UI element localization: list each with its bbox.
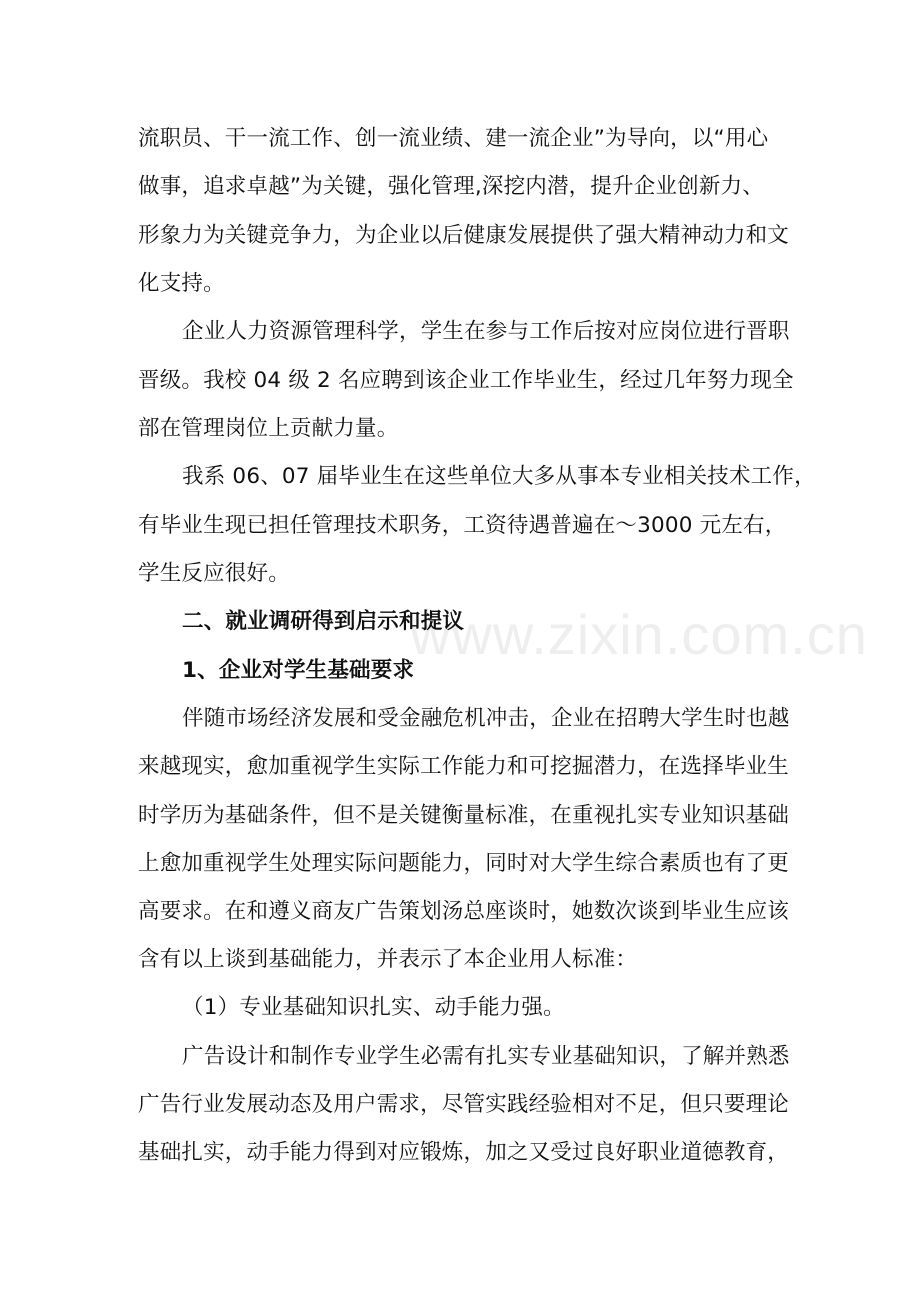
text-line: 来越现实，愈加重视学生实际工作能力和可挖掘潜力，在选择毕业生 xyxy=(138,754,790,779)
text-line: 有毕业生现已担任管理技术职务，工资待遇普遍在～3000 元左右， xyxy=(138,513,787,538)
text-line: 部在管理岗位上贡献力量。 xyxy=(138,416,399,441)
text-line: 学生反应很好。 xyxy=(138,561,290,586)
paragraph-start: 企业人力资源管理科学，学生在参与工作后按对应岗位进行晋职 xyxy=(182,319,790,344)
watermark: www.zixin.com.cn xyxy=(410,603,868,666)
paragraph-start: 我系 06、07 届毕业生在这些单位大多从事本专业相关技术工作， xyxy=(182,464,816,489)
text-line: 上愈加重视学生处理实际问题能力，同时对大学生综合素质也有了更 xyxy=(138,851,790,876)
text-line: 流职员、干一流工作、创一流业绩、建一流企业”为导向，以“用心 xyxy=(138,126,769,151)
text-line: 化支持。 xyxy=(138,271,225,296)
paragraph-start: 广告设计和制作专业学生必需有扎实专业基础知识，了解并熟悉 xyxy=(182,1044,790,1069)
text-line: 时学历为基础条件，但不是关键衡量标准，在重视扎实专业知识基础 xyxy=(138,803,790,828)
text-line: 高要求。在和遵义商友广告策划汤总座谈时，她数次谈到毕业生应该 xyxy=(138,899,790,924)
list-item-heading: （1）专业基础知识扎实、动手能力强。 xyxy=(182,995,565,1020)
text-line: 基础扎实，动手能力得到对应锻炼，加之又受过良好职业道德教育， xyxy=(138,1140,790,1165)
text-line: 晋级。我校 04 级 2 名应聘到该企业工作毕业生，经过几年努力现全 xyxy=(138,368,794,393)
text-line: 形象力为关键竞争力，为企业以后健康发展提供了强大精神动力和文 xyxy=(138,223,790,248)
text-line: 含有以上谈到基础能力，并表示了本企业用人标准： xyxy=(138,947,638,972)
section-heading: 二、就业调研得到启示和提议 xyxy=(182,609,465,634)
subsection-heading: 1、企业对学生基础要求 xyxy=(182,658,415,683)
paragraph-start: 伴随市场经济发展和受金融危机冲击，企业在招聘大学生时也越 xyxy=(182,706,790,731)
text-line: 做事，追求卓越”为关键，强化管理,深挖内潜，提升企业创新力、 xyxy=(138,174,764,199)
text-line: 广告行业发展动态及用户需求，尽管实践经验相对不足，但只要理论 xyxy=(138,1092,790,1117)
